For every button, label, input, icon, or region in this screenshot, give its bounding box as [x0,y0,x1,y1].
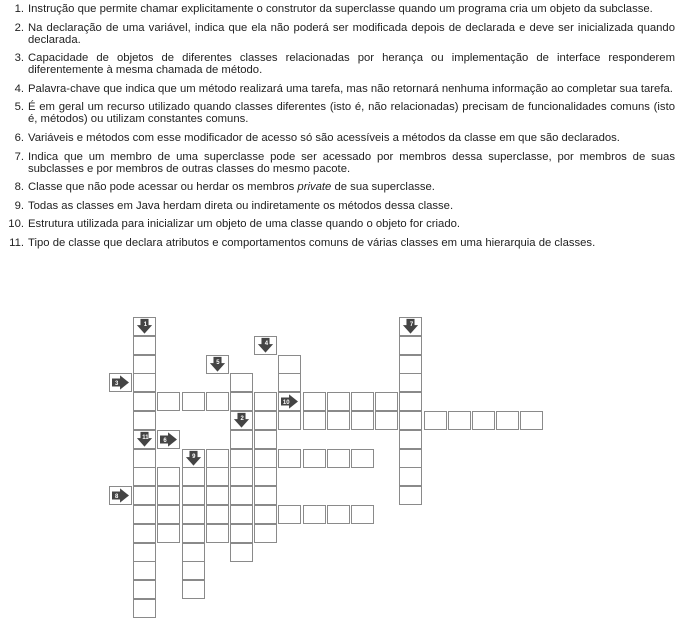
grid-cell[interactable] [182,486,205,505]
grid-cell[interactable] [254,392,277,411]
grid-cell[interactable] [399,336,422,355]
grid-cell[interactable] [133,449,156,468]
grid-cell[interactable] [278,449,301,468]
grid-cell[interactable] [182,543,205,562]
clue-marker-number: 5 [216,359,220,366]
clue-marker-down [399,317,422,336]
clue-text-part: Classe que não pode acessar ou herdar os membros [28,181,298,194]
grid-cell[interactable] [399,467,422,486]
grid-cell[interactable] [133,524,156,543]
clue-number: 4. [14,82,24,95]
clue-text: Todas as classes em Java herdam direta ou indiretamente os métodos dessa classe. [28,199,454,212]
grid-cell[interactable] [399,449,422,468]
grid-cell[interactable] [133,543,156,562]
grid-cell[interactable] [206,449,229,468]
clue-text-emphasis: private [297,181,332,194]
grid-cell[interactable] [399,411,422,430]
grid-cell[interactable] [230,430,253,449]
clue-number: 10. [8,218,24,231]
clue-text: Indica que um membro de uma superclasse pode ser acessado por membros dessa superclasse, por membros de suas subclasses e por membros de outras classes do mesmo pacote. [28,150,675,175]
grid-cell[interactable] [303,411,326,430]
grid-cell[interactable] [206,524,229,543]
grid-cell[interactable] [399,392,422,411]
clue-text: Tipo de classe que declara atributos e comportamentos comuns de várias classes em uma hierarquia de classes. [28,236,596,249]
clue-marker-down [254,336,277,355]
grid-cell[interactable] [206,505,229,524]
clue-number: 11. [9,236,24,249]
grid-cell[interactable] [157,505,180,524]
grid-cell[interactable] [496,411,519,430]
grid-cell[interactable] [520,411,543,430]
grid-cell[interactable] [278,411,301,430]
grid-cell[interactable] [399,486,422,505]
clue-text: Na declaração de uma variável, indica que ela não poderá ser modificada depois de declarada e deve ser inicializada quando declarada. [28,21,675,46]
grid-cell[interactable] [230,543,253,562]
clue-marker-across [157,430,180,449]
clue-marker-down [206,355,229,374]
clue-marker-number: 8 [115,494,119,501]
grid-cell[interactable] [303,505,326,524]
grid-cell[interactable] [278,373,301,392]
clue-text: Instrução que permite chamar explicitamente o construtor da superclasse quando um programa cria um objeto da subclasse. [28,3,653,15]
grid-cell[interactable] [182,580,205,599]
grid-cell[interactable] [133,373,156,392]
grid-cell[interactable] [399,430,422,449]
grid-cell[interactable] [375,392,398,411]
grid-cell[interactable] [133,411,156,430]
clue-marker-down [182,449,205,468]
clue-marker-number: 3 [115,381,119,388]
grid-cell[interactable] [351,449,374,468]
grid-cell[interactable] [327,449,350,468]
arrow-right-icon [110,487,131,504]
grid-cell[interactable] [133,599,156,618]
clue-marker-number: 7 [409,322,414,328]
grid-cell[interactable] [230,505,253,524]
grid-cell[interactable] [182,561,205,580]
grid-cell[interactable] [206,392,229,411]
grid-cell[interactable] [182,467,205,486]
grid-cell[interactable] [424,411,447,430]
grid-cell[interactable] [399,355,422,374]
grid-cell[interactable] [182,524,205,543]
grid-cell[interactable] [472,411,495,430]
grid-cell[interactable] [206,467,229,486]
grid-cell[interactable] [254,486,277,505]
grid-cell[interactable] [182,505,205,524]
grid-cell[interactable] [351,392,374,411]
clue-number: 2. [14,21,24,34]
grid-cell[interactable] [133,580,156,599]
clue-text-part: de sua superclasse. [331,181,435,194]
clue-marker-across [278,392,301,411]
grid-cell[interactable] [327,392,350,411]
clue-text: Capacidade de objetos de diferentes classes relacionadas por herança ou implementação de interface responderem diferentemente à mesma chamada de método. [28,52,675,77]
grid-cell[interactable] [278,355,301,374]
clue-number: 8. [14,181,24,194]
grid-cell[interactable] [278,505,301,524]
clue-marker-down [133,317,156,336]
clue-number: 7. [14,150,24,163]
grid-cell[interactable] [133,467,156,486]
grid-cell[interactable] [351,505,374,524]
grid-cell[interactable] [448,411,471,430]
grid-cell[interactable] [157,486,180,505]
clue-marker-number: 2 [240,416,244,422]
clue-marker-down [133,430,156,449]
grid-cell[interactable] [133,486,156,505]
grid-cell[interactable] [157,392,180,411]
clue-marker-number: 1 [143,322,148,328]
grid-cell[interactable] [254,467,277,486]
clue-marker-number: 4 [264,340,269,347]
clue-number: 3. [14,52,24,65]
grid-cell[interactable] [327,505,350,524]
clue-marker-across [109,486,132,505]
grid-cell[interactable] [230,524,253,543]
grid-cell[interactable] [399,373,422,392]
grid-cell[interactable] [230,373,253,392]
grid-cell[interactable] [157,524,180,543]
grid-cell[interactable] [230,392,253,411]
clue-marker-number: 9 [192,453,196,460]
clue-text: É em geral um recurso utilizado quando classes diferentes (isto é, não relacionadas) precisam de funcionalidades comuns (isto é, métodos) ou utilizam constantes comuns. [28,101,675,126]
clue-marker-across [109,373,132,392]
grid-cell[interactable] [133,505,156,524]
grid-cell[interactable] [303,449,326,468]
grid-cell[interactable] [133,392,156,411]
arrow-right-icon [158,431,179,448]
grid-cell[interactable] [303,392,326,411]
grid-cell[interactable] [133,336,156,355]
grid-cell[interactable] [375,411,398,430]
grid-cell[interactable] [327,411,350,430]
grid-cell[interactable] [133,561,156,580]
clue-number: 6. [14,131,24,144]
grid-cell[interactable] [351,411,374,430]
clue-text: Estrutura utilizada para inicializar um objeto de uma classe quando o objeto for criado. [28,218,461,231]
arrow-right-icon [110,374,131,391]
grid-cell[interactable] [230,449,253,468]
clue-text: Variáveis e métodos com esse modificador de acesso só são acessíveis a métodos da classe em que são declarados. [28,131,620,144]
clue-text: Palavra-chave que indica que um método realizará uma tarefa, mas não retornará nenhuma informação ao completar sua tarefa. [28,82,673,95]
grid-cell[interactable] [157,467,180,486]
clue-number: 9. [14,199,24,212]
grid-cell[interactable] [133,355,156,374]
clue-marker-number: 11 [142,434,149,441]
grid-cell[interactable] [254,449,277,468]
clue-number: 1. [14,3,24,15]
grid-cell[interactable] [254,505,277,524]
grid-cell[interactable] [230,467,253,486]
clue-marker-number: 6 [163,437,167,444]
grid-cell[interactable] [254,411,277,430]
grid-cell[interactable] [254,524,277,543]
grid-cell[interactable] [230,486,253,505]
grid-cell[interactable] [206,486,229,505]
clue-marker-down [230,411,253,430]
clue-marker-number: 10 [282,400,290,407]
grid-cell[interactable] [182,392,205,411]
clue-number: 5. [14,101,24,114]
grid-cell[interactable] [254,430,277,449]
